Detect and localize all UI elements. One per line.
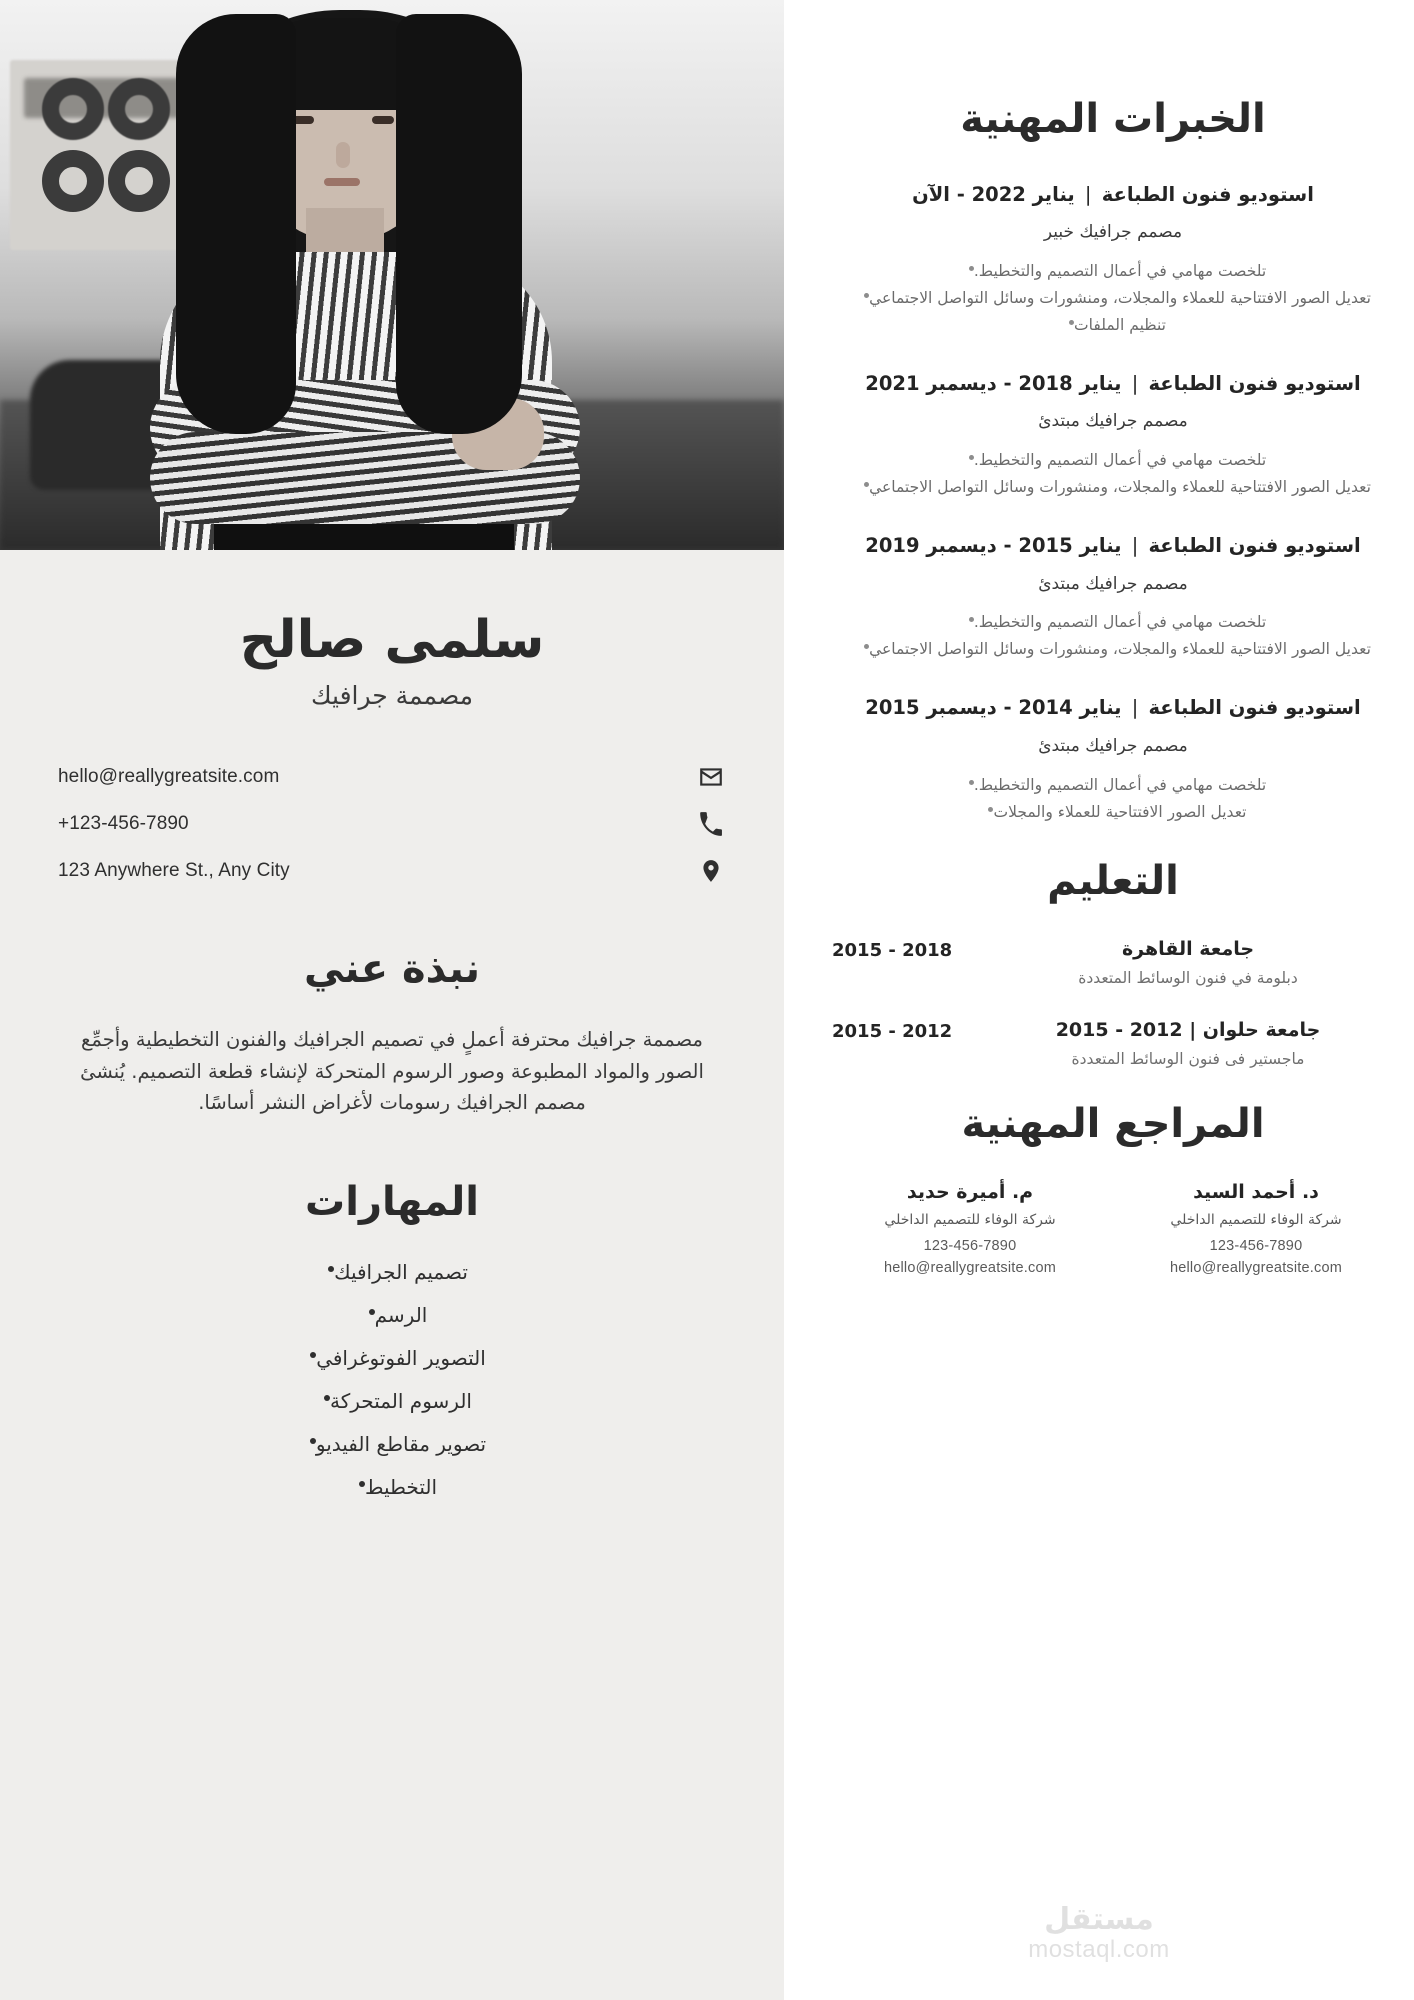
portrait-mouth xyxy=(324,178,360,186)
reference-email[interactable]: hello@reallygreatsite.com xyxy=(1169,1259,1343,1276)
skill-text: الرسوم المتحركة xyxy=(330,1388,472,1413)
experience-company: استوديو فنون الطباعة xyxy=(1101,183,1314,206)
portrait-nose xyxy=(336,142,350,168)
profile-name: سلمى صالح xyxy=(239,610,545,670)
education-section-title: التعليم xyxy=(1047,857,1179,904)
experience-header xyxy=(832,371,1394,397)
education-main xyxy=(982,938,1394,990)
education-school: جامعة حلوان | 2012 - 2015 xyxy=(1055,1019,1321,1042)
experience-bullet xyxy=(832,448,1394,472)
experience-bullet-text: تعديل الصور الافتتاحية للعملاء والمجلات، ومنشورات وسائل التواصل الاجتماعي xyxy=(869,640,1371,659)
watermark-latin: mostaql.com xyxy=(1028,1936,1170,1963)
reference-name: م. أميرة حديد xyxy=(906,1180,1034,1203)
reference-email[interactable]: hello@reallygreatsite.com xyxy=(883,1259,1057,1276)
experience-company: استوديو فنون الطباعة xyxy=(1148,696,1361,720)
reference-item xyxy=(832,1181,1108,1282)
education-item xyxy=(832,938,1394,990)
experience-role: مصمم جرافيك مبتدئ xyxy=(1038,735,1188,756)
experience-bullet xyxy=(832,286,1394,310)
reference-name: د. أحمد السيد xyxy=(1193,1180,1319,1203)
experience-section-title: الخبرات المهنية xyxy=(960,96,1266,142)
education-item xyxy=(832,1019,1394,1071)
experience-bullet xyxy=(832,800,1394,824)
bullet-dot-icon xyxy=(969,266,974,271)
sidebar-content xyxy=(0,550,784,1515)
experience-company: استوديو فنون الطباعة xyxy=(1148,534,1361,558)
skill-text: التصوير الفوتوغرافي xyxy=(316,1345,486,1370)
experience-header xyxy=(832,695,1394,721)
reference-company: شركة الوفاء للتصميم الداخلي xyxy=(1170,1211,1342,1228)
education-degree: ماجستير فى فنون الوسائط المتعددة xyxy=(1071,1050,1305,1069)
experience-bullet-text: تعديل الصور الافتتاحية للعملاء والمجلات، ومنشورات وسائل التواصل الاجتماعي xyxy=(869,289,1371,308)
contact-email-row[interactable] xyxy=(58,762,726,792)
skill-item xyxy=(58,1429,726,1459)
experience-dates: يناير 2015 - ديسمبر 2019 xyxy=(865,534,1122,558)
experience-item xyxy=(832,533,1394,661)
envelope-icon xyxy=(696,762,726,792)
experience-bullet-text: تنظيم الملفات xyxy=(1074,316,1166,335)
skills-section-title: المهارات xyxy=(305,1178,479,1225)
education-main xyxy=(982,1019,1394,1071)
experience-role: مصمم جرافيك مبتدئ xyxy=(1038,573,1188,594)
reference-company: شركة الوفاء للتصميم الداخلي xyxy=(884,1211,1056,1228)
reference-item xyxy=(1118,1181,1394,1282)
experience-separator: | xyxy=(1078,183,1098,206)
skill-text: الرسم xyxy=(374,1302,428,1327)
experience-bullet-text: تلخصت مهامي في أعمال التصميم والتخطيط. xyxy=(973,262,1267,281)
background-ring-4 xyxy=(108,150,170,212)
skill-text: التخطيط xyxy=(364,1474,438,1499)
experience-item xyxy=(832,695,1394,823)
experience-role: مصمم جرافيك مبتدئ xyxy=(1038,411,1188,432)
experience-list xyxy=(832,182,1394,824)
reference-phone[interactable]: 123-456-7890 xyxy=(1209,1237,1303,1254)
experience-bullet xyxy=(832,259,1394,283)
experience-company: استوديو فنون الطباعة xyxy=(1148,372,1361,396)
skills-list xyxy=(58,1257,726,1502)
education-list xyxy=(832,938,1394,1071)
experience-bullet-list xyxy=(832,259,1394,337)
portrait-hair-right xyxy=(396,14,522,434)
location-pin-icon xyxy=(696,856,726,886)
experience-header xyxy=(832,182,1394,208)
reference-phone[interactable]: 123-456-7890 xyxy=(923,1237,1017,1254)
skill-text: تصميم الجرافيك xyxy=(334,1259,468,1284)
references-section-title: المراجع المهنية xyxy=(961,1100,1265,1147)
experience-dates: يناير 2014 - ديسمبر 2015 xyxy=(865,696,1122,720)
experience-bullet xyxy=(832,475,1394,499)
experience-bullet-text: تلخصت مهامي في أعمال التصميم والتخطيط. xyxy=(973,775,1267,794)
experience-bullet-text: تعديل الصور الافتتاحية للعملاء والمجلات xyxy=(993,802,1247,821)
portrait-eye-right xyxy=(372,116,394,124)
experience-dates: يناير 2018 - ديسمبر 2021 xyxy=(865,372,1122,396)
experience-separator: | xyxy=(1125,696,1145,720)
experience-separator: | xyxy=(1125,372,1145,396)
education-years: 2015 - 2012 xyxy=(832,1021,953,1043)
references-list xyxy=(832,1181,1394,1282)
contact-phone-text: +123-456-7890 xyxy=(58,813,189,835)
experience-item xyxy=(832,182,1394,337)
skill-item xyxy=(58,1386,726,1416)
watermark-arabic: مستقل xyxy=(1044,1902,1154,1937)
profile-job-title: مصممة جرافيك xyxy=(310,681,474,711)
experience-role: مصمم جرافيك خبير xyxy=(1043,222,1183,243)
experience-bullet-text: تلخصت مهامي في أعمال التصميم والتخطيط. xyxy=(973,613,1267,632)
experience-header xyxy=(832,533,1394,559)
about-section-title: نبذة عني xyxy=(303,946,481,993)
portrait-image xyxy=(0,0,784,550)
background-ring-1 xyxy=(42,78,104,140)
experience-bullet-text: تعديل الصور الافتتاحية للعملاء والمجلات، ومنشورات وسائل التواصل الاجتماعي xyxy=(869,478,1371,497)
education-degree: دبلومة في فنون الوسائط المتعددة xyxy=(1078,968,1298,987)
experience-bullet xyxy=(832,610,1394,634)
experience-bullet xyxy=(832,313,1394,337)
contact-phone-row[interactable] xyxy=(58,809,726,839)
contact-address-text: 123 Anywhere St., Any City xyxy=(58,860,290,882)
experience-bullet-list xyxy=(832,773,1394,824)
phone-icon xyxy=(696,809,726,839)
education-years: 2015 - 2018 xyxy=(832,939,953,961)
skill-item xyxy=(58,1472,726,1502)
skill-item xyxy=(58,1300,726,1330)
experience-bullet xyxy=(832,637,1394,661)
bullet-dot-icon xyxy=(969,780,974,785)
experience-dates: يناير 2022 - الآن xyxy=(912,183,1075,206)
skill-item xyxy=(58,1343,726,1373)
experience-bullet xyxy=(832,773,1394,797)
main-content-column xyxy=(784,0,1414,2000)
background-ring-3 xyxy=(42,150,104,212)
background-ring-2 xyxy=(108,78,170,140)
skill-item xyxy=(58,1257,726,1287)
watermark xyxy=(784,1903,1414,1964)
experience-bullet-list xyxy=(832,610,1394,661)
experience-bullet-list xyxy=(832,448,1394,499)
about-paragraph: مصممة جرافيك محترفة أعملٍ في تصميم الجرافيك والفنون التخطيطية وأجمِّع الصور والمواد المطبوعة وصور الرسوم المتحركة لإنشاء قطعة التصميم. يُنشئ مصمم الجرافيك رسومات لأغراض النشر أساسًا. xyxy=(80,1028,704,1115)
experience-bullet-text: تلخصت مهامي في أعمال التصميم والتخطيط. xyxy=(973,451,1267,470)
profile-photo xyxy=(0,0,784,550)
portrait-hair-left xyxy=(176,14,296,434)
contact-email-text: hello@reallygreatsite.com xyxy=(58,766,280,788)
skill-text: تصوير مقاطع الفيديو xyxy=(315,1431,487,1456)
experience-item xyxy=(832,371,1394,499)
experience-separator: | xyxy=(1125,534,1145,558)
education-school: جامعة القاهرة xyxy=(1121,937,1255,960)
contact-address-row[interactable] xyxy=(58,856,726,886)
